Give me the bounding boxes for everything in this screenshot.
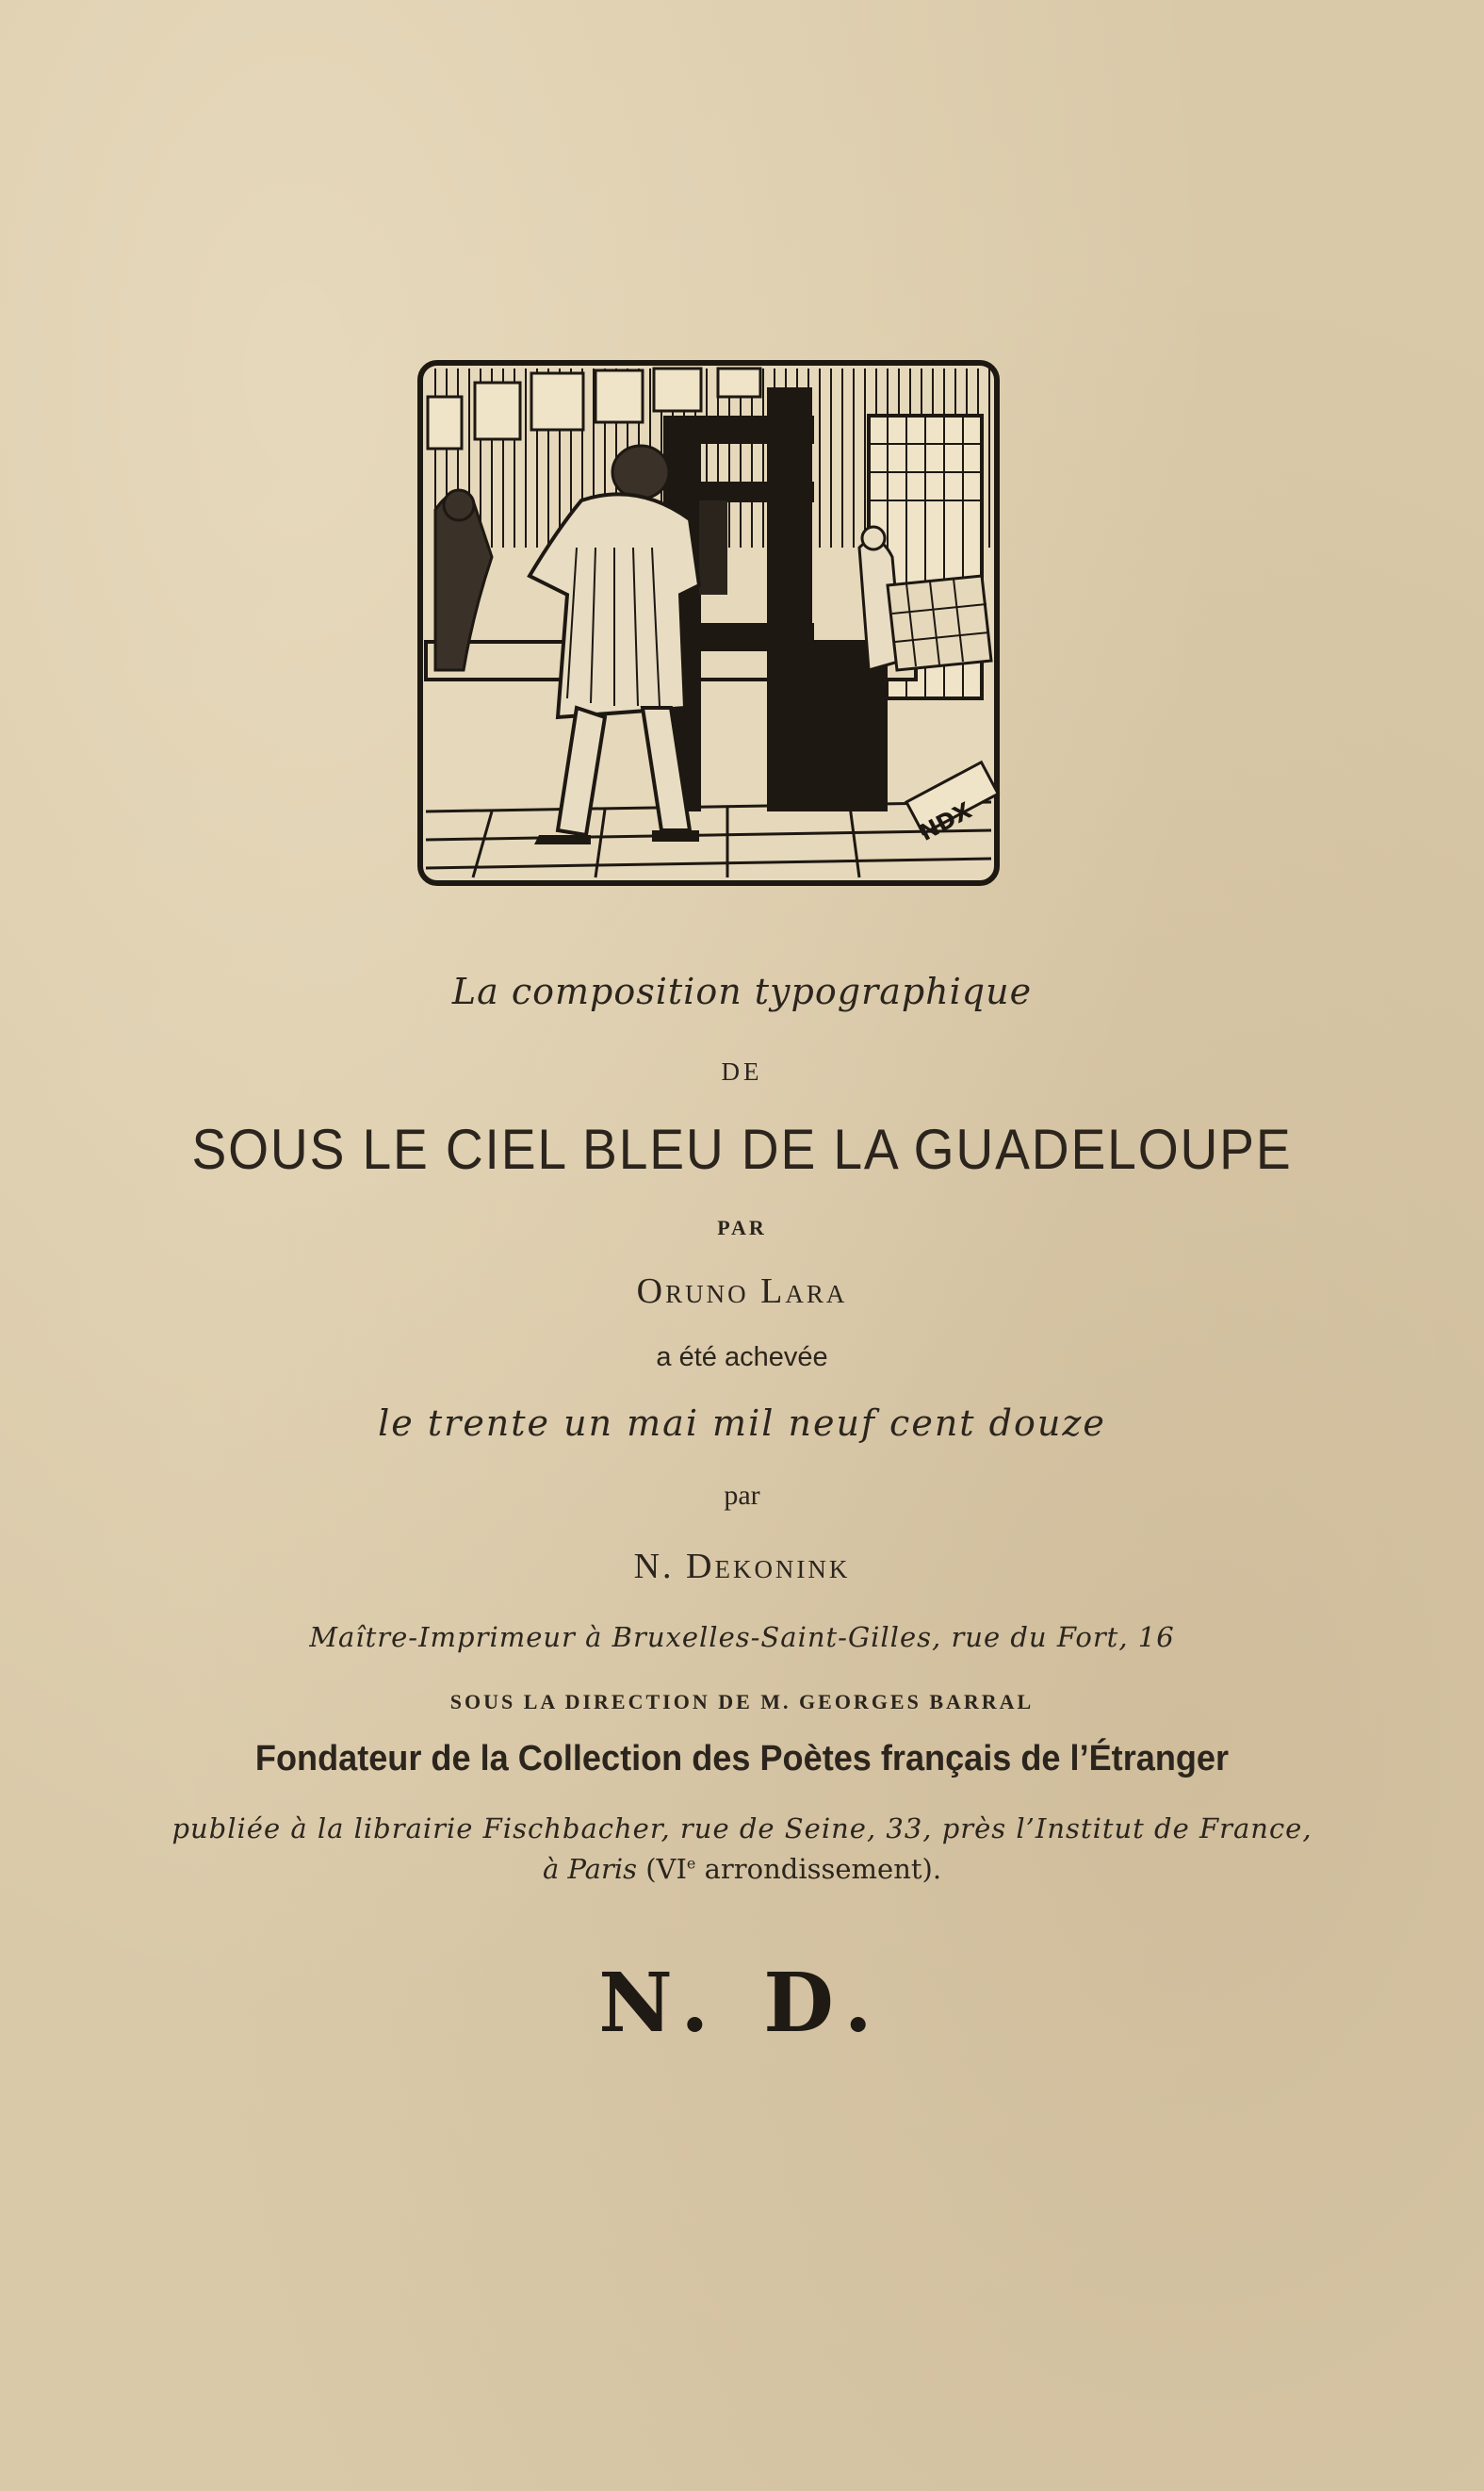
book-title: SOUS LE CIEL BLEU DE LA GUADELOUPE [191,1118,1293,1181]
printing-press-woodcut-icon [416,359,1001,887]
printer-name: N. Dekonink [633,1547,851,1586]
printer-monogram: N. D. [598,1956,886,2051]
de-line: DE [721,1057,763,1086]
intro-line: La composition typographique [451,971,1033,1012]
woodcut-signature: NDX [915,796,976,846]
completion-date: le trente un mai mil neuf cent douze [378,1402,1106,1444]
paris-line [0,1853,1484,1885]
direction-line: SOUS LA DIRECTION DE M. GEORGES BARRAL [449,1690,1035,1713]
fondateur-line: Fondateur de la Collection des Poètes français de l’Étranger [254,1739,1230,1778]
paris-rest: arrondissement). [704,1853,942,1885]
paris-a: à [542,1853,560,1885]
par-lower-line: par [724,1480,760,1511]
author-name: Oruno Lara [636,1271,848,1311]
par-upper-line: PAR [717,1216,767,1239]
paris-sup: e [686,1854,696,1873]
paris-open: (VI [645,1853,687,1885]
paris-city: Paris [567,1853,637,1885]
publisher-line: publiée à la librairie Fischbacher, rue de Seine, 33, près l’Institut de France, [171,1812,1313,1844]
achevee-line: a été achevée [656,1342,828,1372]
printer-address: Maître-Imprimeur à Bruxelles-Saint-Gilles, rue du Fort, 16 [309,1621,1175,1653]
